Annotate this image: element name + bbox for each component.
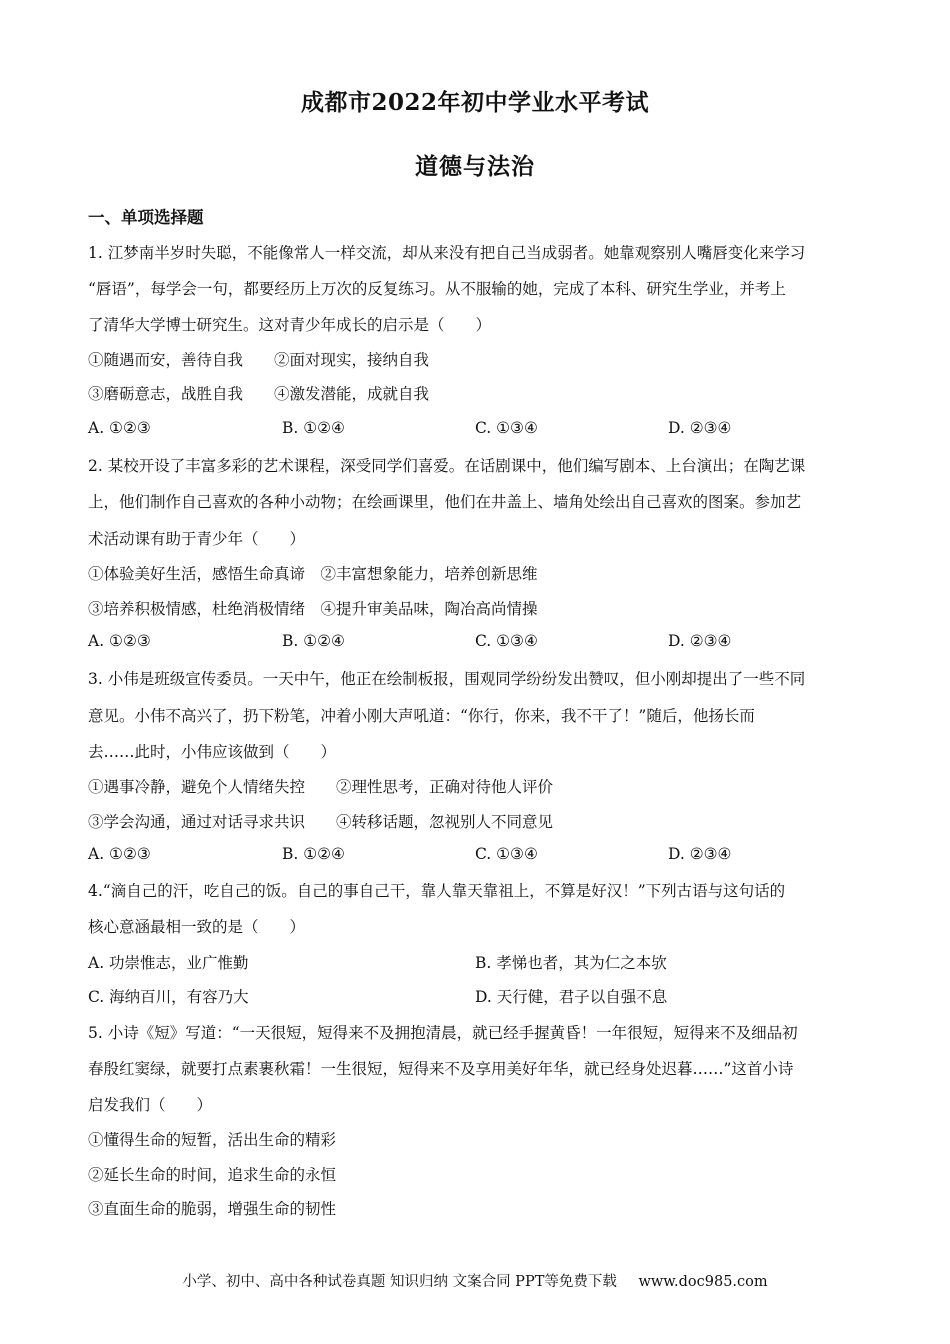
question-4-option-c: C. 海纳百川，有容乃大 <box>88 988 249 1006</box>
question-1-option-d: D. ②③④ <box>668 419 732 437</box>
question-1-line: 了清华大学博士研究生。这对青少年成长的启示是（ ） <box>88 316 492 334</box>
question-3-option-b: B. ①②④ <box>282 845 345 863</box>
footer-link[interactable]: www.doc985.com <box>638 1274 768 1290</box>
question-1-option-b: B. ①②④ <box>282 419 345 437</box>
question-3-line: 去……此时，小伟应该做到（ ） <box>88 743 337 761</box>
question-4-line: 核心意涵最相一致的是（ ） <box>88 918 306 936</box>
question-5-line: 5. 小诗《短》写道：“一天很短，短得来不及拥抱清晨，就已经手握黄昏！一年很短，短得来不及细品初 <box>88 1024 798 1042</box>
question-4-option-b: B. 孝悌也者，其为仁之本欤 <box>475 954 667 972</box>
question-4-line: 4.“滴自己的汗，吃自己的饭。自己的事自己干，靠人靠天靠祖上，不算是好汉！”下列古语与这句话的 <box>88 882 786 900</box>
question-2-option-b: B. ①②④ <box>282 632 345 650</box>
question-5-statement: ①懂得生命的短暂，活出生命的精彩 <box>88 1131 337 1149</box>
question-2-statement: ③培养积极情感，杜绝消极情绪 ④提升审美品味，陶冶高尚情操 <box>88 600 538 618</box>
question-3-statement: ①遇事冷静，避免个人情绪失控 ②理性思考，正确对待他人评价 <box>88 778 554 796</box>
footer-text: 小学、初中、高中各种试卷真题 知识归纳 文案合同 PPT等免费下载 <box>182 1274 617 1290</box>
question-1-option-a: A. ①②③ <box>88 419 151 437</box>
question-3-option-a: A. ①②③ <box>88 845 151 863</box>
question-3-option-c: C. ①③④ <box>475 845 538 863</box>
question-5-statement: ②延长生命的时间，追求生命的永恒 <box>88 1166 337 1184</box>
question-2-option-c: C. ①③④ <box>475 632 538 650</box>
question-2-line: 术活动课有助于青少年（ ） <box>88 530 306 548</box>
question-5-statement: ③直面生命的脆弱，增强生命的韧性 <box>88 1200 337 1218</box>
question-1-statement: ③磨砺意志，战胜自我 ④激发潜能，成就自我 <box>88 385 430 403</box>
question-3-option-d: D. ②③④ <box>668 845 732 863</box>
exam-subject: 道德与法治 <box>415 153 535 180</box>
section-heading: 一、单项选择题 <box>88 208 204 227</box>
question-1-statement: ①随遇而安，善待自我 ②面对现实，接纳自我 <box>88 351 430 369</box>
question-4-option-a: A. 功崇惟志，业广惟勤 <box>88 954 249 972</box>
question-2-line: 上，他们制作自己喜欢的各种小动物；在绘画课里，他们在井盖上、墙角处绘出自己喜欢的图案。参加艺 <box>88 493 802 511</box>
question-1-option-c: C. ①③④ <box>475 419 538 437</box>
question-4-option-d: D. 天行健，君子以自强不息 <box>475 988 668 1006</box>
question-5-line: 春殷红窦绿，就要打点素裹秋霜！一生很短，短得来不及享用美好年华，就已经身处迟暮……”这首小诗 <box>88 1060 794 1078</box>
question-2-line: 2. 某校开设了丰富多彩的艺术课程，深受同学们喜爱。在话剧课中，他们编写剧本、上台演出；在陶艺课 <box>88 457 806 475</box>
question-1-line: 1. 江梦南半岁时失聪，不能像常人一样交流，却从来没有把自己当成弱者。她靠观察别人嘴唇变化来学习 <box>88 244 806 262</box>
question-3-line: 3. 小伟是班级宣传委员。一天中午，他正在绘制板报，围观同学纷纷发出赞叹，但小刚却提出了一些不同 <box>88 670 806 688</box>
question-2-option-a: A. ①②③ <box>88 632 151 650</box>
question-1-line: “唇语”，每学会一句，都要经历上万次的反复练习。从不服输的她，完成了本科、研究生学业，并考上 <box>88 280 786 298</box>
question-3-line: 意见。小伟不高兴了，扔下粉笔，冲着小刚大声吼道：“你行，你来，我不干了！”随后，他扬长而 <box>88 707 755 725</box>
question-2-statement: ①体验美好生活，感悟生命真谛 ②丰富想象能力，培养创新思维 <box>88 565 538 583</box>
question-2-option-d: D. ②③④ <box>668 632 732 650</box>
exam-title: 成都市2022年初中学业水平考试 <box>300 89 649 116</box>
question-3-statement: ③学会沟通，通过对话寻求共识 ④转移话题，忽视别人不同意见 <box>88 813 554 831</box>
page-footer <box>0 1270 950 1291</box>
question-5-line: 启发我们（ ） <box>88 1096 213 1114</box>
